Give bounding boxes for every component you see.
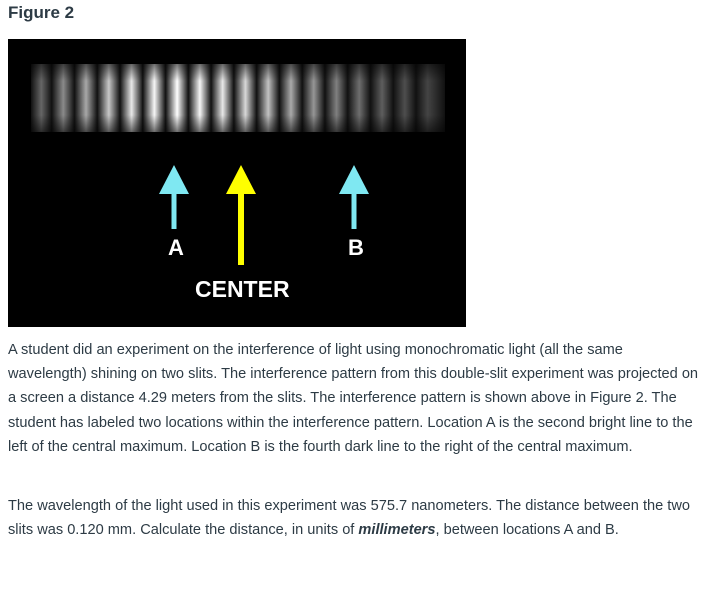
label-a: A bbox=[168, 235, 184, 260]
label-center: CENTER bbox=[195, 276, 290, 302]
paragraph-2-text-after: , between locations A and B. bbox=[435, 522, 619, 539]
units-emphasis: millimeters bbox=[358, 522, 436, 539]
question-paragraph-1: A student did an experiment on the interference of light using monochromatic light (all the same wavelength) shining on two slits. The interference pattern from this double-slit experiment was projected on a screen a distance 4.29 meters from the slits. The interference pattern is shown above in Figure 2. The student has labeled two locations within the interference pattern. Location A is the second bright line to the left of the central maximum. Location B is the fourth dark line to the right of the central maximum. bbox=[8, 342, 699, 455]
label-b: B bbox=[348, 235, 364, 260]
interference-fringes bbox=[31, 64, 445, 132]
arrow-center bbox=[226, 165, 256, 267]
paragraph-2-text-before: The wavelength of the light used in this experiment was 575.7 nanometers. The distance between the two slits was 0.120 mm. Calculate the distance, in units of bbox=[8, 498, 690, 539]
figure-title: Figure 2 bbox=[8, 3, 75, 22]
question-paragraph-2 bbox=[8, 494, 702, 542]
interference-figure bbox=[8, 39, 466, 327]
arrow-a bbox=[159, 165, 189, 231]
arrow-b bbox=[339, 165, 369, 231]
